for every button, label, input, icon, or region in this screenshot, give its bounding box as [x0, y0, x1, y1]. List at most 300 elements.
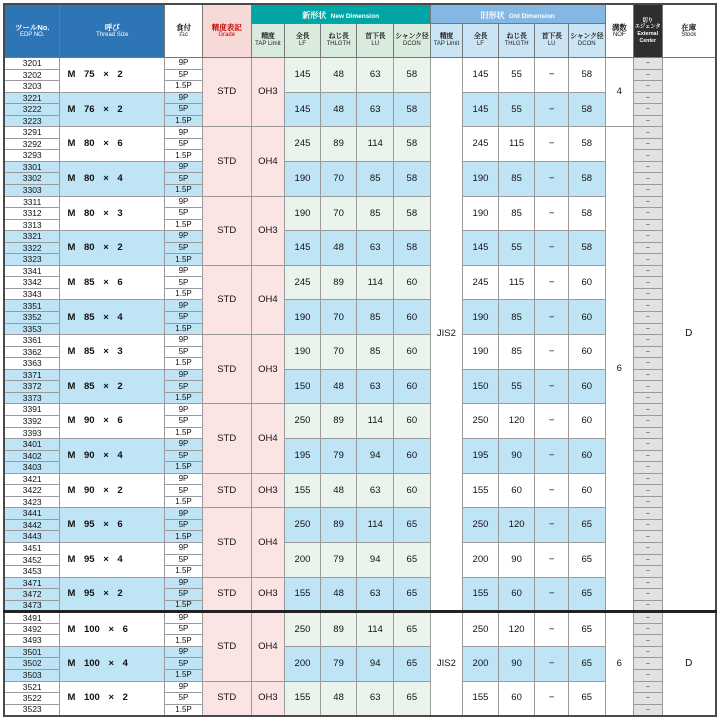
new-thlgth-cell: 89 — [320, 404, 357, 439]
chamfer-cell: 9P — [165, 542, 203, 554]
chamfer-cell: 9P — [165, 231, 203, 243]
edp-no-cell: 3341 — [4, 265, 60, 277]
old-lu-cell: − — [535, 612, 569, 647]
old-lf-cell: 250 — [463, 612, 499, 647]
chamfer-cell: 9P — [165, 196, 203, 208]
chamfer-cell: 9P — [165, 508, 203, 520]
old-dcon-cell: 65 — [568, 612, 605, 647]
new-lu-cell: 114 — [357, 265, 394, 300]
edp-no-cell: 3401 — [4, 439, 60, 451]
old-thlgth-cell: 55 — [498, 369, 535, 404]
new-lf-cell: 250 — [285, 404, 321, 439]
edp-no-cell: 3353 — [4, 323, 60, 335]
edp-no-cell: 3443 — [4, 531, 60, 543]
external-center-header-line4: Center — [639, 37, 657, 44]
chamfer-cell: 1.5P — [165, 150, 203, 162]
grade-cell: STD — [202, 577, 251, 612]
edp-no-cell: 3311 — [4, 196, 60, 208]
new-lu-cell: 63 — [357, 681, 394, 716]
edp-no-cell: 3523 — [4, 704, 60, 716]
chamfer-cell: 9P — [165, 577, 203, 589]
spec-row — [4, 612, 716, 624]
edp-no-cell: 3391 — [4, 404, 60, 416]
nof-cell: 4 — [605, 58, 633, 127]
external-center-cell: − — [634, 439, 662, 451]
new-lu-cell: 63 — [357, 473, 394, 508]
tap-spec-table — [3, 3, 717, 717]
new-dcon-cell: 65 — [394, 646, 431, 681]
chamfer-cell: 1.5P — [165, 566, 203, 578]
external-center-cell: − — [634, 669, 662, 681]
external-center-cell: − — [634, 542, 662, 554]
new-thlgth-cell: 79 — [320, 439, 357, 474]
new-dcon-cell: 58 — [394, 231, 431, 266]
external-center-cell: − — [634, 623, 662, 635]
chamfer-cell: 5P — [165, 104, 203, 116]
thread-size-cell: M 80 × 4 — [60, 161, 165, 196]
lf-new-header — [285, 24, 321, 58]
thread-size-cell: M 85 × 2 — [60, 369, 165, 404]
external-center-cell: − — [634, 254, 662, 266]
grade-header — [202, 4, 251, 58]
external-center-cell: − — [634, 658, 662, 670]
edp-no-cell: 3453 — [4, 566, 60, 578]
edp-no-cell: 3303 — [4, 185, 60, 197]
new-dcon-cell: 65 — [394, 577, 431, 612]
thread-size-cell: M 85 × 4 — [60, 300, 165, 335]
lu-old-header-jp: 首下長 — [541, 32, 562, 40]
thread-size-cell: M 90 × 4 — [60, 439, 165, 474]
chamfer-cell: 1.5P — [165, 669, 203, 681]
chamfer-cell: 9P — [165, 646, 203, 658]
chamfer-cell: 5P — [165, 623, 203, 635]
new-thlgth-cell: 79 — [320, 542, 357, 577]
thlgth-old-header — [498, 24, 535, 58]
dcon-new-header — [394, 24, 431, 58]
thlgth-old-header-jp: ねじ長 — [506, 32, 527, 40]
chamfer-cell: 1.5P — [165, 115, 203, 127]
new-lu-cell: 63 — [357, 231, 394, 266]
thread-size-header — [60, 4, 165, 58]
tap-limit-old-cell: JIS2 — [430, 58, 463, 612]
spec-block-1 — [4, 58, 716, 612]
old-dcon-cell: 60 — [568, 404, 605, 439]
external-center-cell: − — [634, 369, 662, 381]
edp-no-cell: 3313 — [4, 219, 60, 231]
new-thlgth-cell: 70 — [320, 300, 357, 335]
chamfer-cell: 1.5P — [165, 531, 203, 543]
old-thlgth-cell: 90 — [498, 439, 535, 474]
old-thlgth-cell: 115 — [498, 265, 535, 300]
chamfer-cell: 1.5P — [165, 288, 203, 300]
chamfer-header-en: ねc — [178, 32, 188, 39]
new-dcon-cell: 58 — [394, 58, 431, 93]
old-lf-cell: 195 — [463, 439, 499, 474]
external-center-cell: − — [634, 277, 662, 289]
new-thlgth-cell: 48 — [320, 681, 357, 716]
lf-old-header — [463, 24, 499, 58]
old-lf-cell: 190 — [463, 161, 499, 196]
tap-limit-old-header — [430, 24, 463, 58]
new-lf-cell: 190 — [285, 161, 321, 196]
new-lu-cell: 85 — [357, 335, 394, 370]
external-center-cell: − — [634, 473, 662, 485]
new-dcon-cell: 60 — [394, 300, 431, 335]
nof-cell: 6 — [605, 612, 633, 716]
external-center-cell: − — [634, 231, 662, 243]
new-thlgth-cell: 48 — [320, 369, 357, 404]
chamfer-cell: 1.5P — [165, 254, 203, 266]
edp-no-cell: 3342 — [4, 277, 60, 289]
new-lu-cell: 63 — [357, 369, 394, 404]
external-center-cell: − — [634, 415, 662, 427]
edp-no-cell: 3473 — [4, 600, 60, 612]
external-center-cell: − — [634, 312, 662, 324]
old-dcon-cell: 60 — [568, 473, 605, 508]
edp-no-cell: 3493 — [4, 635, 60, 647]
thlgth-new-header-jp: ねじ長 — [328, 32, 349, 40]
external-center-cell: − — [634, 450, 662, 462]
tap-limit-new-cell: OH3 — [251, 473, 285, 508]
external-center-cell: − — [634, 427, 662, 439]
edp-no-cell: 3451 — [4, 542, 60, 554]
new-thlgth-cell: 89 — [320, 508, 357, 543]
new-lf-cell: 250 — [285, 612, 321, 647]
edp-no-cell: 3403 — [4, 462, 60, 474]
new-dcon-cell: 58 — [394, 127, 431, 162]
new-dcon-cell: 58 — [394, 161, 431, 196]
edp-no-cell: 3503 — [4, 669, 60, 681]
tap-limit-new-cell: OH4 — [251, 404, 285, 473]
new-dcon-cell: 60 — [394, 369, 431, 404]
external-center-cell: − — [634, 519, 662, 531]
lf-old-header-jp: 全長 — [473, 32, 488, 40]
new-lu-cell: 114 — [357, 508, 394, 543]
old-lu-cell: − — [535, 196, 569, 231]
external-center-cell: − — [634, 392, 662, 404]
old-thlgth-cell: 120 — [498, 508, 535, 543]
chamfer-cell: 5P — [165, 208, 203, 220]
new-dcon-cell: 65 — [394, 612, 431, 647]
lu-old-header — [535, 24, 569, 58]
thlgth-old-header-en: THLGTH — [504, 41, 529, 48]
external-center-cell: − — [634, 577, 662, 589]
external-center-cell: − — [634, 346, 662, 358]
old-thlgth-cell: 85 — [498, 335, 535, 370]
old-lf-cell: 155 — [463, 473, 499, 508]
dcon-new-header-en: DCON — [402, 41, 421, 48]
old-lf-cell: 145 — [463, 231, 499, 266]
new-thlgth-cell: 70 — [320, 335, 357, 370]
edp-no-cell: 3522 — [4, 693, 60, 705]
new-thlgth-cell: 48 — [320, 58, 357, 93]
dcon-old-header-en: DCON — [577, 41, 596, 48]
new-lf-cell: 155 — [285, 681, 321, 716]
thread-size-header-en: Thread Size — [96, 32, 129, 39]
old-lu-cell: − — [535, 92, 569, 127]
chamfer-cell: 9P — [165, 265, 203, 277]
chamfer-cell: 9P — [165, 92, 203, 104]
tap-limit-new-header-en: TAP Limit — [255, 41, 281, 48]
old-dimension-band-jp: 旧形状 — [480, 11, 505, 20]
chamfer-cell: 5P — [165, 277, 203, 289]
chamfer-cell: 9P — [165, 404, 203, 416]
old-lf-cell: 200 — [463, 542, 499, 577]
edp-no-cell: 3421 — [4, 473, 60, 485]
thread-size-header-jp: 呼び — [104, 22, 120, 32]
new-thlgth-cell: 89 — [320, 612, 357, 647]
old-dcon-cell: 58 — [568, 196, 605, 231]
edp-no-cell: 3441 — [4, 508, 60, 520]
grade-cell: STD — [202, 265, 251, 334]
edp-no-cell: 3362 — [4, 346, 60, 358]
thread-size-cell: M 95 × 2 — [60, 577, 165, 612]
edp-no-cell: 3442 — [4, 519, 60, 531]
grade-cell: STD — [202, 335, 251, 404]
old-lf-cell: 145 — [463, 58, 499, 93]
new-thlgth-cell: 48 — [320, 231, 357, 266]
old-thlgth-cell: 115 — [498, 127, 535, 162]
old-lu-cell: − — [535, 127, 569, 162]
thread-size-cell: M 85 × 3 — [60, 335, 165, 370]
new-lu-cell: 94 — [357, 439, 394, 474]
old-lu-cell: − — [535, 231, 569, 266]
new-lu-cell: 63 — [357, 577, 394, 612]
thread-size-cell: M 100 × 6 — [60, 612, 165, 647]
external-center-cell: − — [634, 589, 662, 601]
old-dcon-cell: 58 — [568, 127, 605, 162]
lu-new-header — [357, 24, 394, 58]
old-lf-cell: 155 — [463, 681, 499, 716]
old-lf-cell: 190 — [463, 335, 499, 370]
old-dimension-band-en: Old Dimension — [508, 13, 555, 20]
edp-no-cell: 3323 — [4, 254, 60, 266]
external-center-cell: − — [634, 462, 662, 474]
old-thlgth-cell: 120 — [498, 404, 535, 439]
external-center-cell: − — [634, 185, 662, 197]
edp-no-cell: 3322 — [4, 242, 60, 254]
thread-size-cell: M 80 × 2 — [60, 231, 165, 266]
edp-no-cell: 3202 — [4, 69, 60, 81]
old-lu-cell: − — [535, 508, 569, 543]
external-center-cell: − — [634, 196, 662, 208]
new-lu-cell: 114 — [357, 612, 394, 647]
old-dcon-cell: 60 — [568, 265, 605, 300]
chamfer-cell: 1.5P — [165, 219, 203, 231]
new-dimension-band-jp: 新形状 — [302, 11, 327, 20]
external-center-cell: − — [634, 404, 662, 416]
chamfer-cell: 9P — [165, 473, 203, 485]
chamfer-cell: 9P — [165, 58, 203, 70]
thlgth-new-header-en: THLGTH — [326, 41, 351, 48]
old-dcon-cell: 65 — [568, 646, 605, 681]
grade-cell: STD — [202, 612, 251, 681]
dcon-old-header — [568, 24, 605, 58]
external-center-cell: − — [634, 92, 662, 104]
chamfer-cell: 1.5P — [165, 81, 203, 93]
new-lu-cell: 114 — [357, 404, 394, 439]
old-thlgth-cell: 120 — [498, 612, 535, 647]
old-dcon-cell: 58 — [568, 58, 605, 93]
chamfer-cell: 1.5P — [165, 392, 203, 404]
old-lf-cell: 190 — [463, 196, 499, 231]
edp-no-cell: 3301 — [4, 161, 60, 173]
old-thlgth-cell: 90 — [498, 646, 535, 681]
new-dcon-cell: 65 — [394, 508, 431, 543]
old-dimension-band — [430, 4, 605, 24]
chamfer-cell: 5P — [165, 450, 203, 462]
chamfer-cell: 5P — [165, 485, 203, 497]
old-lu-cell: − — [535, 161, 569, 196]
old-lf-cell: 145 — [463, 92, 499, 127]
chamfer-cell: 5P — [165, 346, 203, 358]
new-lf-cell: 195 — [285, 439, 321, 474]
grade-header-jp: 精度表記 — [211, 22, 242, 32]
new-lf-cell: 155 — [285, 473, 321, 508]
chamfer-cell: 1.5P — [165, 427, 203, 439]
old-lu-cell: − — [535, 542, 569, 577]
external-center-cell: − — [634, 496, 662, 508]
chamfer-cell: 9P — [165, 612, 203, 624]
lu-old-header-en: LU — [547, 41, 556, 48]
thread-size-cell: M 76 × 2 — [60, 92, 165, 127]
dcon-new-header-jp: シャンク径 — [395, 32, 429, 40]
grade-cell: STD — [202, 681, 251, 716]
grade-cell: STD — [202, 508, 251, 577]
edp-no-cell: 3292 — [4, 138, 60, 150]
chamfer-header-jp: 食付 — [176, 22, 191, 32]
new-dcon-cell: 58 — [394, 196, 431, 231]
thread-size-cell: M 95 × 6 — [60, 508, 165, 543]
edp-no-cell: 3492 — [4, 623, 60, 635]
edp-no-cell: 3373 — [4, 392, 60, 404]
old-dcon-cell: 58 — [568, 92, 605, 127]
tap-limit-new-cell: OH4 — [251, 508, 285, 577]
thread-size-cell: M 80 × 6 — [60, 127, 165, 162]
chamfer-cell: 1.5P — [165, 358, 203, 370]
chamfer-cell: 9P — [165, 335, 203, 347]
edp-no-cell: 3223 — [4, 115, 60, 127]
tap-limit-new-cell: OH3 — [251, 335, 285, 404]
edp-no-cell: 3502 — [4, 658, 60, 670]
new-lf-cell: 245 — [285, 127, 321, 162]
tap-limit-new-cell: OH4 — [251, 612, 285, 681]
new-lu-cell: 94 — [357, 542, 394, 577]
lf-new-header-en: LF — [298, 41, 306, 48]
old-thlgth-cell: 60 — [498, 681, 535, 716]
external-center-cell: − — [634, 358, 662, 370]
new-dcon-cell: 58 — [394, 92, 431, 127]
external-center-cell: − — [634, 681, 662, 693]
external-center-cell: − — [634, 161, 662, 173]
lu-new-header-en: LU — [371, 41, 380, 48]
new-lu-cell: 85 — [357, 161, 394, 196]
external-center-cell: − — [634, 81, 662, 93]
edp-no-header — [4, 4, 60, 58]
edp-no-cell: 3402 — [4, 450, 60, 462]
chamfer-cell: 5P — [165, 589, 203, 601]
edp-no-cell: 3203 — [4, 81, 60, 93]
grade-header-en: Grade — [218, 32, 236, 39]
external-center-cell: − — [634, 646, 662, 658]
edp-no-cell: 3291 — [4, 127, 60, 139]
thread-size-cell: M 75 × 2 — [60, 58, 165, 93]
edp-no-cell: 3392 — [4, 415, 60, 427]
thread-size-cell: M 90 × 2 — [60, 473, 165, 508]
new-lu-cell: 63 — [357, 58, 394, 93]
external-center-cell: − — [634, 335, 662, 347]
chamfer-cell: 5P — [165, 415, 203, 427]
new-thlgth-cell: 48 — [320, 92, 357, 127]
old-dcon-cell: 58 — [568, 231, 605, 266]
tap-limit-new-cell: OH3 — [251, 577, 285, 612]
old-dcon-cell: 65 — [568, 577, 605, 612]
new-dimension-band-en: New Dimension — [330, 13, 380, 20]
old-dcon-cell: 60 — [568, 439, 605, 474]
old-lu-cell: − — [535, 646, 569, 681]
edp-no-cell: 3393 — [4, 427, 60, 439]
new-lf-cell: 250 — [285, 508, 321, 543]
external-center-cell: − — [634, 69, 662, 81]
edp-no-cell: 3491 — [4, 612, 60, 624]
edp-no-cell: 3361 — [4, 335, 60, 347]
old-lf-cell: 150 — [463, 369, 499, 404]
edp-no-cell: 3343 — [4, 288, 60, 300]
chamfer-cell: 5P — [165, 138, 203, 150]
tap-limit-old-header-jp: 精度 — [439, 32, 454, 40]
nof-header-jp: 溝数 — [611, 22, 627, 32]
external-center-cell: − — [634, 635, 662, 647]
new-dcon-cell: 65 — [394, 542, 431, 577]
external-center-cell: − — [634, 612, 662, 624]
edp-no-cell: 3293 — [4, 150, 60, 162]
chamfer-cell: 5P — [165, 693, 203, 705]
external-center-cell: − — [634, 531, 662, 543]
old-thlgth-cell: 85 — [498, 161, 535, 196]
old-lf-cell: 245 — [463, 127, 499, 162]
stock-header-en: Stock — [681, 32, 697, 39]
edp-no-cell: 3201 — [4, 58, 60, 70]
external-center-cell: − — [634, 566, 662, 578]
new-lu-cell: 85 — [357, 196, 394, 231]
old-lf-cell: 245 — [463, 265, 499, 300]
edp-no-cell: 3423 — [4, 496, 60, 508]
chamfer-cell: 5P — [165, 173, 203, 185]
thlgth-new-header — [320, 24, 357, 58]
new-thlgth-cell: 79 — [320, 646, 357, 681]
external-center-cell: − — [634, 173, 662, 185]
external-center-cell: − — [634, 693, 662, 705]
edp-no-cell: 3222 — [4, 104, 60, 116]
lu-new-header-jp: 首下長 — [365, 32, 386, 40]
chamfer-cell: 1.5P — [165, 323, 203, 335]
chamfer-cell: 5P — [165, 69, 203, 81]
tap-limit-new-header-jp: 精度 — [261, 32, 275, 40]
external-center-cell: − — [634, 508, 662, 520]
stock-cell: D — [662, 612, 716, 716]
new-lu-cell: 63 — [357, 92, 394, 127]
chamfer-cell: 1.5P — [165, 635, 203, 647]
edp-no-cell: 3372 — [4, 381, 60, 393]
lf-old-header-en: LF — [476, 41, 484, 48]
spec-block-2 — [4, 612, 716, 716]
old-thlgth-cell: 60 — [498, 473, 535, 508]
thread-size-cell: M 80 × 3 — [60, 196, 165, 231]
old-dcon-cell: 60 — [568, 300, 605, 335]
catalog-page — [0, 3, 720, 720]
stock-header — [662, 4, 716, 58]
chamfer-cell: 9P — [165, 681, 203, 693]
